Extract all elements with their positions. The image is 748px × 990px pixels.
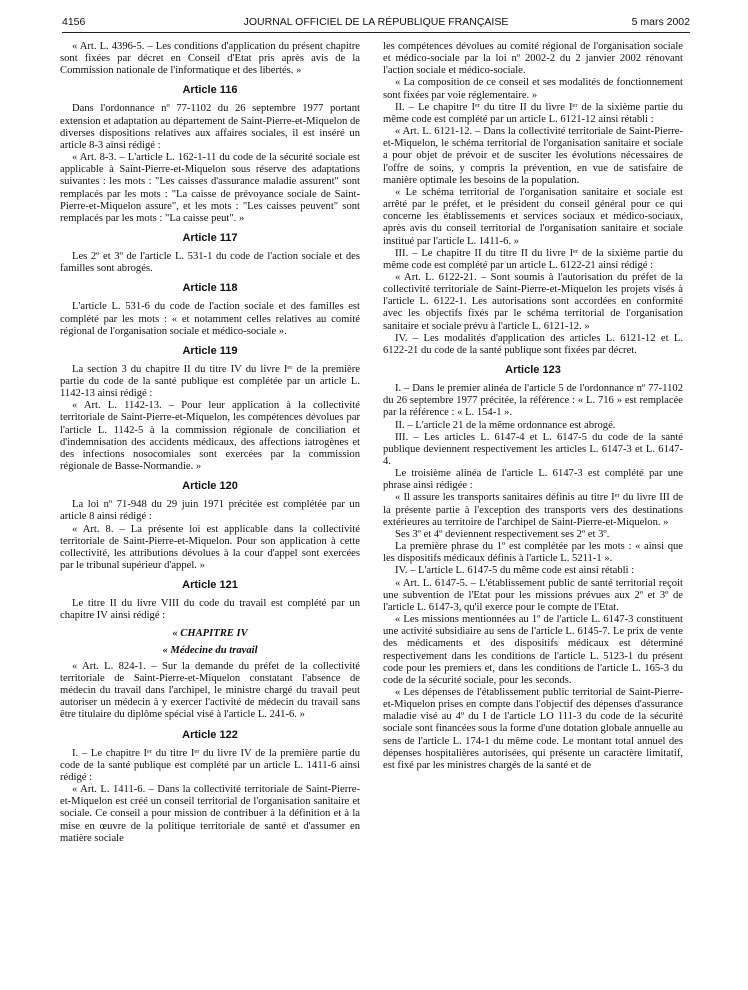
paragraph: « Le schéma territorial de l'organisation sanitaire et sociale est arrêté par le préfet, et le président du conseil général pour ce qui concerne les établissements et services sociaux et médico-sociaux, après avis du conseil territorial de l'organisation sanitaire et sociale institué par l'article L. 1411-6. » [383, 186, 683, 247]
paragraph: L'article L. 531-6 du code de l'action sociale et des familles est complété par les mots : « et notamment celles relatives au comité régional de l'organisation sociale et médico-sociale ». [60, 301, 360, 337]
paragraph: « Art. L. 6122-21. – Sont soumis à l'autorisation du préfet de la collectivité territoriale de Saint-Pierre-et-Miquelon les projets visés à l'article L. 6122-1. Les autorisations sont accordées en conformité avec les objectifs fixés par le schéma territorial de l'organisation sanitaire et sociale prévu à l'article L. 6121-12. » [383, 271, 683, 332]
article-heading: Article 120 [182, 480, 238, 493]
paragraph: II. – Le chapitre Iᵉʳ du titre II du livre Iᵉʳ de la sixième partie du même code est complété par un article L. 6121-12 ainsi rétabli : [383, 101, 683, 125]
paragraph: Dans l'ordonnance nº 77-1102 du 26 septembre 1977 portant extension et adaptation au département de Saint-Pierre-et-Miquelon de diverses dispositions relatives aux affaires sociales, il est inséré un article 8-3 ainsi rédigé : [60, 103, 360, 151]
article-heading: Article 122 [182, 728, 238, 741]
page-number: 4156 [62, 16, 86, 28]
left-column [60, 41, 360, 845]
paragraph: I. – Le chapitre Iᵉʳ du titre Iᵉʳ du livre IV de la première partie du code de la santé publique est complété par un article L. 1411-6 ainsi rédigé : [60, 747, 360, 783]
paragraph: La première phrase du 1º est complétée par les mots : « ainsi que les dispositifs médicaux définis à l'article L. 5211-1 ». [383, 541, 683, 565]
article-heading: Article 117 [182, 232, 238, 245]
issue-date: 5 mars 2002 [631, 16, 690, 28]
article-heading: Article 116 [182, 84, 238, 97]
paragraph: « Art. L. 4396-5. – Les conditions d'application du présent chapitre sont fixées par décret en Conseil d'Etat pris après avis de la Commission nationale de l'informatique et des libertés. » [60, 41, 360, 77]
header-rule [62, 32, 690, 33]
article-heading: Article 121 [182, 579, 238, 592]
article-heading: Article 119 [182, 344, 238, 357]
paragraph: les compétences dévolues au comité régional de l'organisation sociale et médico-sociale par la loi nº 2002-2 du 2 janvier 2002 rénovant l'action sociale et médico-sociale. [383, 41, 683, 77]
paragraph: « Art. L. 1142-13. – Pour leur application à la collectivité territoriale de Saint-Pierre-et-Miquelon, les compétences dévolues par l'article L. 1142-5 à la commission régionale de conciliation et d'indemnisation des accidents médicaux, des affections iatrogènes et des infections nosocomiales sont exercées par la commission régionale de Basse-Normandie. » [60, 400, 360, 473]
paragraph: Le titre II du livre VIII du code du travail est complété par un chapitre IV ainsi rédigé : [60, 598, 360, 622]
article-heading: Article 123 [505, 364, 561, 377]
paragraph: IV. – L'article L. 6147-5 du même code est ainsi rétabli : [395, 565, 635, 577]
chapter-subtitle: « Médecine du travail [162, 644, 258, 656]
article-heading: Article 118 [182, 282, 238, 295]
right-column [383, 41, 683, 772]
paragraph: « Les missions mentionnées au 1º de l'article L. 6147-3 constituent une activité subsidiaire au sens de l'article L. 6145-7. Le prix de vente des médicaments et des dispositifs médicaux est déterminé respectivement dans les conditions de l'article L. 5123-1 du présent code pour les premiers et, dans les conditions de l'article L. 165-3 du code de la sécurité sociale, pour les seconds. [383, 614, 683, 686]
paragraph: « La composition de ce conseil et ses modalités de fonctionnement sont fixées par voie réglementaire. » [383, 77, 683, 101]
paragraph: « Les dépenses de l'établissement public territorial de Saint-Pierre-et-Miquelon prises en compte dans l'objectif des dépenses d'assurance maladie visé au 4º du I de l'article LO 111-3 du code de la sécurité sociale sont financées sous la forme d'une dotation globale annuelle au sens de l'article L. 174-1 du même code. Le montant total annuel des dépenses hospitalières autorisées, qui présente un caractère limitatif, est fixé par les ministres chargés de la santé et de [383, 686, 683, 771]
paragraph: « Art. L. 6121-12. – Dans la collectivité territoriale de Saint-Pierre-et-Miquelon, le schéma territorial de l'organisation sanitaire et sociale a pour objet de prévoir et de susciter les évolutions nécessaires de l'offre de soins, y compris la prévention, en vue de satisfaire de manière optimale les besoins de la population. [383, 126, 683, 186]
paragraph: II. – L'article 21 de la même ordonnance est abrogé. [395, 419, 616, 431]
paragraph: La loi nº 71-948 du 29 juin 1971 précitée est complétée par un article 8 ainsi rédigé : [60, 499, 360, 523]
chapter-title: « CHAPITRE IV [172, 628, 248, 640]
paragraph: La section 3 du chapitre II du titre IV du livre Iᵉʳ de la première partie du code de la santé publique est complétée par un article L. 1142-13 ainsi rédigé : [60, 363, 360, 400]
paragraph: « Art. 8. – La présente loi est applicable dans la collectivité territoriale de Saint-Pierre-et-Miquelon. Pour son application à cette collectivité, les attributions dévolues à la cour d'appel sont exercées par le tribunal supérieur d'appel. » [60, 523, 360, 571]
journal-title: JOURNAL OFFICIEL DE LA RÉPUBLIQUE FRANÇAISE [243, 16, 509, 28]
paragraph: « Art. 8-3. – L'article L. 162-1-11 du code de la sécurité sociale est applicable à Saint-Pierre-et-Miquelon sous réserve des adaptations suivantes : les mots : "Les caisses d'assurance maladie assurent" sont remplacés par les mots : "La caisse de prévoyance sociale de Saint-Pierre-et-Miquelon assure", et les mots : "Les caisses peuvent" sont remplacés par les mots : "La caisse peut". » [60, 152, 360, 224]
paragraph: Le troisième alinéa de l'article L. 6147-3 est complété par une phrase ainsi rédigée : [383, 468, 683, 492]
paragraph: III. – Le chapitre II du titre II du livre Iᵉʳ de la sixième partie du même code est complété par un article L. 6122-21 ainsi rédigé : [383, 247, 683, 271]
paragraph: « Art. L. 824-1. – Sur la demande du préfet de la collectivité territoriale de Saint-Pierre-et-Miquelon constatant l'absence de médecin du travail dans l'archipel, le ministre chargé du travail peut autoriser un médecin à y exercer l'activité de médecin du travail sans être titulaire du diplôme spécial visé à l'article L. 241-6. » [60, 660, 360, 721]
paragraph: « Art. L. 1411-6. – Dans la collectivité territoriale de Saint-Pierre-et-Miquelon est créé un conseil territorial de l'organisation sanitaire et sociale. Ce conseil a pour mission de contribuer à la définition et à la mise en œuvre de la politique territoriale de santé et d'assumer en matière sociale [60, 784, 360, 844]
paragraph: « Il assure les transports sanitaires définis au titre Iᵉʳ du livre III de la présente partie à l'exception des transports vers des destinations extérieures au territoire de l'archipel de Saint-Pierre-et-Miquelon. » [383, 492, 683, 528]
paragraph: III. – Les articles L. 6147-4 et L. 6147-5 du code de la santé publique deviennent respectivement les articles L. 6147-3 et L. 6147-4. [383, 431, 683, 467]
paragraph: Ses 3º et 4º deviennent respectivement ses 2º et 3º. [395, 528, 610, 540]
paragraph: IV. – Les modalités d'application des articles L. 6121-12 et L. 6122-21 du code de la santé publique sont fixées par décret. [383, 332, 683, 356]
paragraph: « Art. L. 6147-5. – L'établissement public de santé territorial reçoit une subvention de l'Etat pour les missions prévues aux 2º et 3º de l'article L. 6147-3, qu'il exerce pour le compte de l'Etat. [383, 577, 683, 613]
paragraph: I. – Dans le premier alinéa de l'article 5 de l'ordonnance nº 77-1102 du 26 septembre 1977 précitée, la référence : « L. 716 » est remplacée par la référence : « L. 154-1 ». [383, 383, 683, 419]
page-header [62, 16, 690, 30]
paragraph: Les 2º et 3º de l'article L. 531-1 du code de l'action sociale et des familles sont abrogés. [60, 251, 360, 275]
